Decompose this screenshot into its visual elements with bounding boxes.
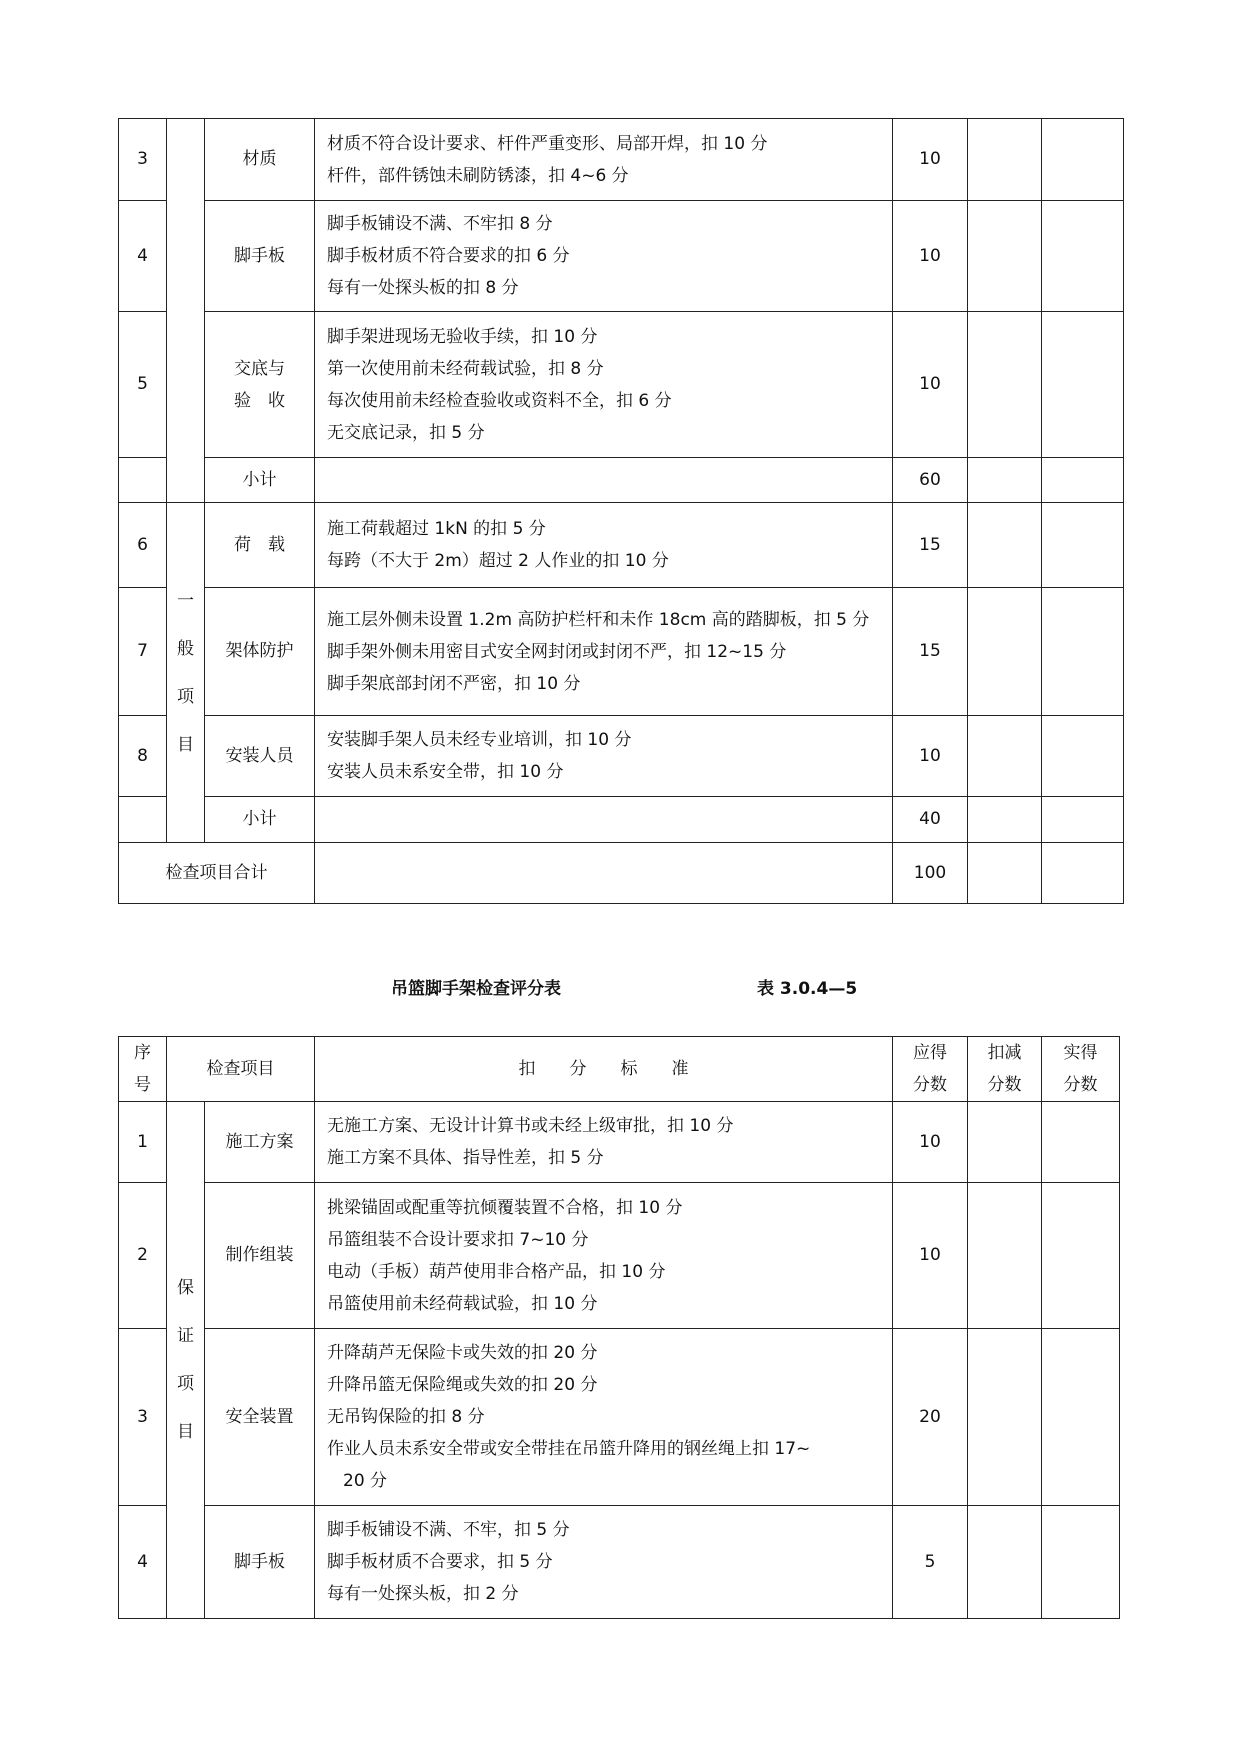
group-char: 保 (177, 1278, 194, 1298)
check-item (205, 312, 315, 458)
header-due-line: 分数 (913, 1075, 947, 1095)
standard-line: 升降葫芦无保险卡或失效的扣 20 分 (327, 1343, 598, 1363)
deduction-standard (315, 312, 893, 458)
table-row (119, 119, 1124, 201)
standard-line: 20 分 (343, 1471, 388, 1491)
deduction-standard (315, 201, 893, 312)
table-row (119, 1506, 1120, 1619)
table-row (119, 1329, 1120, 1506)
group-char: 证 (177, 1326, 194, 1346)
table-row (119, 312, 1124, 458)
deduction-standard (315, 588, 893, 716)
check-item: 安装人员 (205, 716, 315, 797)
actual-score-cell (1042, 716, 1124, 797)
standard-line: 每跨（不大于 2m）超过 2 人作业的扣 10 分 (327, 551, 669, 571)
due-score: 15 (893, 588, 968, 716)
due-score: 10 (893, 119, 968, 201)
standard-line: 第一次使用前未经荷载试验，扣 8 分 (327, 358, 604, 379)
deducted-score-cell (968, 503, 1042, 588)
deduction-standard (315, 503, 893, 588)
actual-score-cell (1042, 119, 1124, 201)
standard-line: 每次使用前未经检查验收或资料不全，扣 6 分 (327, 390, 672, 411)
standard-line: 脚手架底部封闭不严密，扣 10 分 (327, 673, 581, 694)
row-number: 4 (119, 1506, 167, 1619)
deduction-standard (315, 716, 893, 797)
check-item: 制作组装 (205, 1183, 315, 1329)
standard-line: 脚手架进现场无验收手续，扣 10 分 (327, 326, 598, 347)
deducted-score-cell (968, 1183, 1042, 1329)
standard-line: 安装人员未系安全带，扣 10 分 (327, 762, 564, 782)
standard-line: 每有一处探头板，扣 2 分 (327, 1584, 519, 1604)
subtotal-label: 小计 (205, 797, 315, 843)
row-number: 5 (119, 312, 167, 458)
deduction-standard (315, 1506, 893, 1619)
check-item: 荷 载 (205, 503, 315, 588)
subtotal-row (119, 458, 1124, 503)
deduction-standard (315, 1329, 893, 1506)
group-char: 一 (177, 590, 194, 611)
row-number-empty (119, 797, 167, 843)
deduction-standard-empty (315, 797, 893, 843)
subtotal-label: 小计 (205, 458, 315, 503)
standard-line: 杆件，部件锈蚀未刷防锈漆，扣 4~6 分 (327, 165, 629, 186)
deduction-standard (315, 119, 893, 201)
suspended-scaffold-score-table (118, 1036, 1120, 1619)
group-cell-guarantee (167, 1102, 205, 1619)
deduction-standard-empty (315, 458, 893, 503)
group-cell-general (167, 503, 205, 843)
deduction-standard (315, 1102, 893, 1183)
standard-line: 挑梁锚固或配重等抗倾覆装置不合格，扣 10 分 (327, 1197, 683, 1218)
header-no-line: 号 (134, 1075, 151, 1095)
due-score: 5 (893, 1506, 968, 1619)
row-number-empty (119, 458, 167, 503)
deducted-score-cell (968, 588, 1042, 716)
table-row (119, 716, 1124, 797)
deducted-score-cell (968, 201, 1042, 312)
standard-line: 脚手板铺设不满、不牢，扣 5 分 (327, 1520, 570, 1540)
actual-score-cell (1042, 1183, 1120, 1329)
standard-line: 施工方案不具体、指导性差，扣 5 分 (327, 1148, 604, 1168)
standard-line: 脚手板材质不合要求，扣 5 分 (327, 1552, 553, 1572)
deducted-score-cell (968, 1102, 1042, 1183)
header-row (119, 1037, 1120, 1102)
deducted-score-cell (968, 312, 1042, 458)
check-item: 安全装置 (205, 1329, 315, 1506)
due-score: 10 (893, 1102, 968, 1183)
header-actual-line: 实得 (1063, 1043, 1098, 1063)
header-check-item: 检查项目 (167, 1037, 315, 1102)
row-number: 3 (119, 1329, 167, 1506)
due-score: 20 (893, 1329, 968, 1506)
subtotal-score: 60 (893, 458, 968, 503)
actual-score-cell (1042, 588, 1124, 716)
group-char: 项 (177, 1374, 194, 1394)
header-deduction-standard: 扣 分 标 准 (315, 1037, 893, 1102)
group-char: 般 (177, 638, 194, 659)
scaffold-score-table-continued (118, 118, 1124, 904)
check-item: 架体防护 (205, 588, 315, 716)
actual-score-cell (1042, 201, 1124, 312)
deducted-score-cell (968, 716, 1042, 797)
actual-score-cell (1042, 503, 1124, 588)
standard-line: 脚手板铺设不满、不牢扣 8 分 (327, 214, 553, 234)
header-due-score (893, 1037, 968, 1102)
deducted-score-cell (968, 458, 1042, 503)
row-number: 2 (119, 1183, 167, 1329)
table-caption (0, 974, 1241, 998)
standard-line: 施工层外侧未设置 1.2m 高防护栏杆和未作 18cm 高的踏脚板，扣 5 分 (327, 609, 870, 630)
standard-line: 每有一处探头板的扣 8 分 (327, 278, 519, 298)
header-deducted-score (968, 1037, 1042, 1102)
subtotal-row (119, 797, 1124, 843)
check-item-line: 验 收 (234, 390, 285, 411)
table-title: 吊篮脚手架检查评分表 (391, 979, 561, 999)
actual-score-cell (1042, 1329, 1120, 1506)
deduction-standard (315, 1183, 893, 1329)
standard-line: 施工荷载超过 1kN 的扣 5 分 (327, 519, 546, 539)
table-row (119, 588, 1124, 716)
row-number: 3 (119, 119, 167, 201)
standard-line: 无施工方案、无设计计算书或未经上级审批，扣 10 分 (327, 1116, 734, 1136)
total-row (119, 843, 1124, 904)
group-char: 目 (177, 1422, 194, 1442)
standard-line: 安装脚手架人员未经专业培训，扣 10 分 (327, 730, 632, 750)
row-number: 4 (119, 201, 167, 312)
deducted-score-cell (968, 119, 1042, 201)
header-deduct-line: 扣减 (987, 1043, 1022, 1063)
row-number: 6 (119, 503, 167, 588)
header-actual-score (1042, 1037, 1120, 1102)
deduction-standard-empty (315, 843, 893, 904)
actual-score-cell (1042, 1102, 1120, 1183)
actual-score-cell (1042, 797, 1124, 843)
row-number: 1 (119, 1102, 167, 1183)
actual-score-cell (1042, 312, 1124, 458)
header-deduct-line: 分数 (987, 1075, 1022, 1095)
standard-line: 吊篮组装不合设计要求扣 7~10 分 (327, 1229, 589, 1250)
group-cell-guarantee-continued (167, 119, 205, 503)
group-char: 项 (177, 686, 194, 707)
check-item: 材质 (205, 119, 315, 201)
check-item: 施工方案 (205, 1102, 315, 1183)
due-score: 10 (893, 1183, 968, 1329)
deducted-score-cell (968, 1506, 1042, 1619)
deducted-score-cell (968, 843, 1042, 904)
due-score: 15 (893, 503, 968, 588)
standard-line: 吊篮使用前未经荷载试验，扣 10 分 (327, 1293, 598, 1314)
table-row (119, 201, 1124, 312)
row-number: 8 (119, 716, 167, 797)
actual-score-cell (1042, 843, 1124, 904)
due-score: 10 (893, 201, 968, 312)
standard-line: 材质不符合设计要求、杆件严重变形、局部开焊，扣 10 分 (327, 133, 768, 154)
standard-line: 作业人员未系安全带或安全带挂在吊篮升降用的钢丝绳上扣 17~ (327, 1439, 811, 1459)
check-item-line: 交底与 (234, 358, 285, 379)
table-row (119, 503, 1124, 588)
check-item: 脚手板 (205, 1506, 315, 1619)
standard-line: 无交底记录，扣 5 分 (327, 422, 485, 443)
standard-line: 升降吊篮无保险绳或失效的扣 20 分 (327, 1375, 598, 1395)
table-row (119, 1102, 1120, 1183)
header-no-line: 序 (134, 1043, 151, 1063)
total-score: 100 (893, 843, 968, 904)
standard-line: 脚手板材质不符合要求的扣 6 分 (327, 246, 570, 266)
header-actual-line: 分数 (1063, 1075, 1098, 1095)
actual-score-cell (1042, 1506, 1120, 1619)
due-score: 10 (893, 716, 968, 797)
standard-line: 脚手架外侧未用密目式安全网封闭或封闭不严，扣 12~15 分 (327, 641, 787, 662)
group-char: 目 (177, 734, 194, 755)
header-no (119, 1037, 167, 1102)
standard-line: 电动（手板）葫芦使用非合格产品，扣 10 分 (327, 1261, 666, 1282)
subtotal-score: 40 (893, 797, 968, 843)
actual-score-cell (1042, 458, 1124, 503)
deducted-score-cell (968, 797, 1042, 843)
total-label: 检查项目合计 (119, 843, 315, 904)
table-number: 表 3.0.4—5 (757, 979, 858, 999)
check-item: 脚手板 (205, 201, 315, 312)
due-score: 10 (893, 312, 968, 458)
header-due-line: 应得 (913, 1043, 947, 1063)
deducted-score-cell (968, 1329, 1042, 1506)
table-row (119, 1183, 1120, 1329)
row-number: 7 (119, 588, 167, 716)
standard-line: 无吊钩保险的扣 8 分 (327, 1407, 485, 1427)
